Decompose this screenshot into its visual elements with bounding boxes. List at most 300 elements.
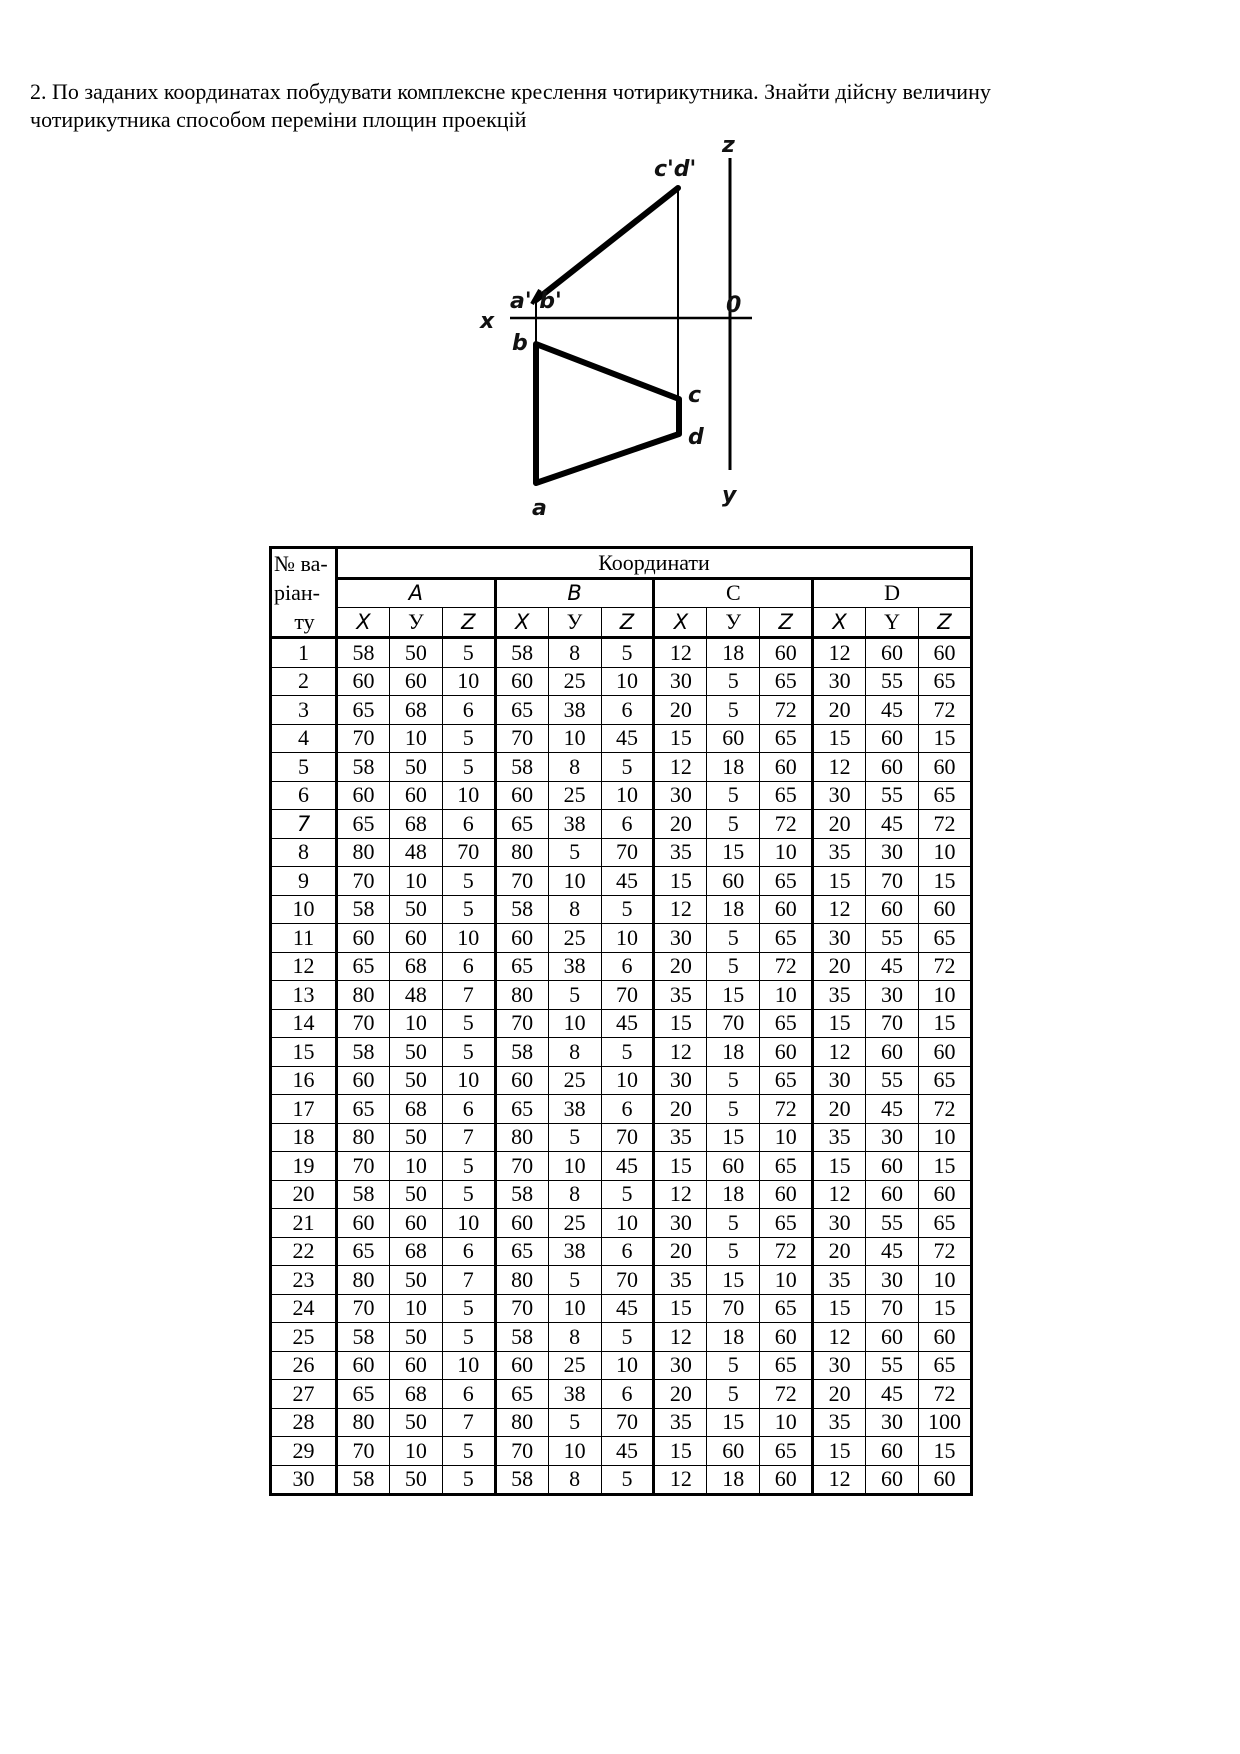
coordinate-cell: 8 xyxy=(548,753,601,782)
coordinate-cell: 38 xyxy=(548,1237,601,1266)
coordinate-cell: 60 xyxy=(495,924,548,953)
coordinate-cell: 6 xyxy=(442,1237,495,1266)
coordinates-table xyxy=(269,546,973,1496)
coordinate-cell: 10 xyxy=(389,724,442,753)
coordinate-cell: 60 xyxy=(918,895,971,924)
coordinate-cell: 15 xyxy=(918,1294,971,1323)
coordinate-cell: 10 xyxy=(548,1009,601,1038)
coordinate-cell: 60 xyxy=(495,1351,548,1380)
coordinate-cell: 30 xyxy=(654,924,707,953)
coordinate-cell: 65 xyxy=(918,924,971,953)
coordinate-cell: 60 xyxy=(918,753,971,782)
variant-number-cell: 18 xyxy=(271,1123,337,1152)
coordinate-cell: 12 xyxy=(813,753,866,782)
task-line-2: чотирикутника способом переміни площин проекцій xyxy=(30,107,527,132)
coordinate-cell: 60 xyxy=(866,724,919,753)
coordinate-cell: 65 xyxy=(760,1066,813,1095)
coordinate-cell: 70 xyxy=(866,1294,919,1323)
variant-number-cell: 29 xyxy=(271,1437,337,1466)
label-x: x xyxy=(480,309,495,334)
coordinate-cell: 45 xyxy=(866,952,919,981)
coordinate-cell: 58 xyxy=(337,1038,390,1067)
coordinate-cell: 6 xyxy=(442,810,495,839)
variant-number-cell: 10 xyxy=(271,895,337,924)
coordinate-cell: 12 xyxy=(654,1180,707,1209)
coordinate-cell: 6 xyxy=(601,1380,654,1409)
axis-header: У xyxy=(707,608,760,638)
coordinate-cell: 70 xyxy=(337,724,390,753)
coordinate-cell: 8 xyxy=(548,638,601,668)
coordinate-cell: 8 xyxy=(548,895,601,924)
table-row xyxy=(271,667,972,696)
coordinate-cell: 10 xyxy=(918,1123,971,1152)
coordinate-cell: 5 xyxy=(707,1209,760,1238)
coordinate-cell: 80 xyxy=(337,838,390,867)
variant-number-cell: 24 xyxy=(271,1294,337,1323)
coordinate-cell: 58 xyxy=(495,638,548,668)
coordinate-cell: 25 xyxy=(548,1351,601,1380)
label-origin: 0 xyxy=(726,293,742,318)
coordinate-cell: 70 xyxy=(601,838,654,867)
coordinate-cell: 10 xyxy=(442,1066,495,1095)
coordinate-cell: 50 xyxy=(389,753,442,782)
coordinate-cell: 15 xyxy=(813,1294,866,1323)
coordinate-cell: 10 xyxy=(918,1266,971,1295)
coordinate-cell: 58 xyxy=(495,1180,548,1209)
variant-number-cell: 9 xyxy=(271,867,337,896)
table-row xyxy=(271,1237,972,1266)
coordinate-cell: 35 xyxy=(813,981,866,1010)
coordinate-cell: 70 xyxy=(337,867,390,896)
coordinate-cell: 55 xyxy=(866,924,919,953)
coordinate-cell: 25 xyxy=(548,1066,601,1095)
variant-number-cell: 22 xyxy=(271,1237,337,1266)
coordinate-cell: 10 xyxy=(601,924,654,953)
coordinate-cell: 60 xyxy=(866,1465,919,1495)
coordinate-cell: 15 xyxy=(654,724,707,753)
coordinate-cell: 10 xyxy=(548,1294,601,1323)
coordinate-cell: 48 xyxy=(389,981,442,1010)
coordinate-cell: 80 xyxy=(495,1408,548,1437)
coordinate-cell: 65 xyxy=(918,1066,971,1095)
variant-header-line-3: ту xyxy=(294,609,315,634)
coordinate-cell: 5 xyxy=(442,1465,495,1495)
coordinate-cell: 70 xyxy=(337,1009,390,1038)
coordinate-cell: 45 xyxy=(601,1152,654,1181)
coordinate-cell: 72 xyxy=(760,1095,813,1124)
axis-header: У xyxy=(548,608,601,638)
coordinate-cell: 58 xyxy=(337,753,390,782)
coordinate-cell: 50 xyxy=(389,895,442,924)
coordinate-cell: 38 xyxy=(548,696,601,725)
coordinate-cell: 12 xyxy=(813,1038,866,1067)
table-row xyxy=(271,1038,972,1067)
coordinate-cell: 6 xyxy=(601,810,654,839)
coordinate-cell: 15 xyxy=(918,1437,971,1466)
coordinate-cell: 30 xyxy=(866,1266,919,1295)
coordinate-cell: 30 xyxy=(813,1066,866,1095)
coordinate-cell: 5 xyxy=(442,724,495,753)
coordinate-cell: 18 xyxy=(707,1465,760,1495)
coordinate-cell: 12 xyxy=(813,1465,866,1495)
coordinate-cell: 30 xyxy=(866,1408,919,1437)
coordinate-cell: 58 xyxy=(337,1465,390,1495)
coordinate-cell: 15 xyxy=(813,867,866,896)
table-row xyxy=(271,895,972,924)
coordinate-cell: 65 xyxy=(760,1152,813,1181)
coordinate-cell: 55 xyxy=(866,1066,919,1095)
coordinate-cell: 5 xyxy=(601,1038,654,1067)
coordinate-cell: 20 xyxy=(654,1095,707,1124)
coordinate-cell: 60 xyxy=(495,1066,548,1095)
coordinate-cell: 6 xyxy=(601,696,654,725)
coordinate-cell: 60 xyxy=(918,1038,971,1067)
coordinate-cell: 45 xyxy=(601,867,654,896)
coordinate-cell: 80 xyxy=(495,1123,548,1152)
coordinate-cell: 15 xyxy=(654,1294,707,1323)
coordinate-cell: 70 xyxy=(707,1009,760,1038)
coordinate-cell: 70 xyxy=(337,1437,390,1466)
coordinate-cell: 5 xyxy=(707,1237,760,1266)
coordinate-cell: 20 xyxy=(813,696,866,725)
coordinate-cell: 72 xyxy=(760,952,813,981)
variant-number-cell: 19 xyxy=(271,1152,337,1181)
coordinate-cell: 30 xyxy=(813,667,866,696)
coordinate-cell: 5 xyxy=(601,638,654,668)
coordinate-cell: 58 xyxy=(495,753,548,782)
coordinate-cell: 80 xyxy=(337,1123,390,1152)
coordinate-cell: 70 xyxy=(707,1294,760,1323)
coordinate-cell: 8 xyxy=(548,1465,601,1495)
table-row xyxy=(271,724,972,753)
coordinate-cell: 65 xyxy=(760,1209,813,1238)
variant-number-cell: 6 xyxy=(271,781,337,810)
coordinate-cell: 5 xyxy=(707,924,760,953)
coordinate-cell: 50 xyxy=(389,638,442,668)
coordinate-cell: 38 xyxy=(548,952,601,981)
coordinate-cell: 70 xyxy=(495,1009,548,1038)
coordinate-cell: 80 xyxy=(495,981,548,1010)
point-a-header: A xyxy=(337,578,496,608)
coordinate-cell: 60 xyxy=(389,1209,442,1238)
axis-header: У xyxy=(389,608,442,638)
coordinate-cell: 10 xyxy=(760,838,813,867)
variant-number-cell: 30 xyxy=(271,1465,337,1495)
table-row xyxy=(271,952,972,981)
coordinate-cell: 5 xyxy=(601,1323,654,1352)
coordinate-cell: 25 xyxy=(548,781,601,810)
coordinate-cell: 20 xyxy=(813,952,866,981)
variant-number-cell: 17 xyxy=(271,1095,337,1124)
variant-number-cell: 20 xyxy=(271,1180,337,1209)
variant-number-cell: 28 xyxy=(271,1408,337,1437)
coordinate-cell: 60 xyxy=(707,724,760,753)
coordinate-cell: 20 xyxy=(813,1095,866,1124)
coordinate-cell: 20 xyxy=(654,952,707,981)
coordinate-cell: 5 xyxy=(442,1009,495,1038)
coordinate-cell: 35 xyxy=(654,1408,707,1437)
variant-number-cell: 11 xyxy=(271,924,337,953)
coordinate-cell: 65 xyxy=(337,952,390,981)
axis-header: X xyxy=(337,608,390,638)
coordinate-cell: 6 xyxy=(442,1380,495,1409)
variant-header xyxy=(271,548,337,638)
coordinate-cell: 58 xyxy=(495,1038,548,1067)
coordinate-cell: 60 xyxy=(389,1351,442,1380)
coordinate-cell: 10 xyxy=(601,1209,654,1238)
variant-number-cell: 15 xyxy=(271,1038,337,1067)
coordinate-cell: 60 xyxy=(866,1437,919,1466)
coordinate-cell: 55 xyxy=(866,667,919,696)
coordinate-cell: 72 xyxy=(918,810,971,839)
header-row-points xyxy=(271,578,972,608)
coordinate-cell: 60 xyxy=(707,867,760,896)
coordinate-cell: 60 xyxy=(389,924,442,953)
coordinate-cell: 45 xyxy=(601,1294,654,1323)
coordinate-cell: 60 xyxy=(760,1323,813,1352)
coordinate-cell: 70 xyxy=(601,1266,654,1295)
coordinate-cell: 70 xyxy=(601,1123,654,1152)
coordinate-cell: 45 xyxy=(601,1437,654,1466)
variant-number-cell: 7 xyxy=(271,810,337,839)
table-row xyxy=(271,810,972,839)
variant-header-line-2: ріан- xyxy=(274,580,320,605)
coordinate-cell: 10 xyxy=(442,1209,495,1238)
projection-drawing xyxy=(470,130,770,530)
coordinate-cell: 10 xyxy=(389,1294,442,1323)
table-row xyxy=(271,1209,972,1238)
coordinate-cell: 50 xyxy=(389,1038,442,1067)
variant-number-cell: 16 xyxy=(271,1066,337,1095)
coordinate-cell: 65 xyxy=(918,781,971,810)
coordinate-cell: 65 xyxy=(760,667,813,696)
coordinate-cell: 70 xyxy=(442,838,495,867)
coordinate-cell: 65 xyxy=(760,1294,813,1323)
coordinate-cell: 10 xyxy=(760,1408,813,1437)
coordinate-cell: 60 xyxy=(760,1038,813,1067)
coordinate-cell: 45 xyxy=(866,810,919,839)
coordinate-cell: 15 xyxy=(813,724,866,753)
coordinate-cell: 65 xyxy=(495,1237,548,1266)
coordinate-cell: 12 xyxy=(654,895,707,924)
axis-header: Z xyxy=(601,608,654,638)
coordinate-cell: 60 xyxy=(707,1437,760,1466)
coordinate-cell: 60 xyxy=(918,1323,971,1352)
coordinate-cell: 12 xyxy=(813,1323,866,1352)
coordinate-cell: 60 xyxy=(337,1209,390,1238)
coordinate-cell: 6 xyxy=(601,1095,654,1124)
axis-header: Z xyxy=(442,608,495,638)
coordinate-cell: 10 xyxy=(760,981,813,1010)
axis-header: Z xyxy=(918,608,971,638)
coordinate-cell: 65 xyxy=(760,781,813,810)
coordinate-cell: 68 xyxy=(389,1237,442,1266)
coordinate-cell: 35 xyxy=(654,1123,707,1152)
coordinate-cell: 12 xyxy=(654,638,707,668)
coordinate-cell: 58 xyxy=(337,895,390,924)
header-row-1 xyxy=(271,548,972,579)
coordinate-cell: 10 xyxy=(442,781,495,810)
coordinate-cell: 12 xyxy=(813,638,866,668)
coordinate-cell: 60 xyxy=(866,753,919,782)
coordinate-cell: 5 xyxy=(442,638,495,668)
coordinate-cell: 12 xyxy=(654,753,707,782)
header-row-axes xyxy=(271,608,972,638)
coordinate-cell: 35 xyxy=(654,1266,707,1295)
table-row xyxy=(271,1123,972,1152)
coordinate-cell: 50 xyxy=(389,1180,442,1209)
coordinate-cell: 45 xyxy=(866,696,919,725)
table-row xyxy=(271,981,972,1010)
table-row xyxy=(271,1180,972,1209)
coordinate-cell: 50 xyxy=(389,1465,442,1495)
label-b: b xyxy=(512,331,528,356)
coordinate-cell: 45 xyxy=(866,1095,919,1124)
coordinate-cell: 65 xyxy=(337,1095,390,1124)
coordinate-cell: 18 xyxy=(707,1323,760,1352)
coordinate-cell: 60 xyxy=(337,781,390,810)
coordinate-cell: 70 xyxy=(866,867,919,896)
coordinate-cell: 5 xyxy=(442,1038,495,1067)
coordinate-cell: 20 xyxy=(813,1380,866,1409)
coordinate-cell: 70 xyxy=(866,1009,919,1038)
coordinate-cell: 5 xyxy=(707,1380,760,1409)
variant-number-cell: 21 xyxy=(271,1209,337,1238)
coordinate-cell: 15 xyxy=(813,1009,866,1038)
coordinate-cell: 45 xyxy=(601,724,654,753)
variant-number-cell: 13 xyxy=(271,981,337,1010)
coordinate-cell: 10 xyxy=(442,667,495,696)
coordinate-cell: 18 xyxy=(707,1180,760,1209)
table-row xyxy=(271,1095,972,1124)
coordinate-cell: 30 xyxy=(654,667,707,696)
coordinate-cell: 60 xyxy=(337,924,390,953)
table-row xyxy=(271,781,972,810)
table-row xyxy=(271,1465,972,1495)
coordinate-cell: 20 xyxy=(813,1237,866,1266)
coordinate-cell: 80 xyxy=(495,838,548,867)
coordinate-cell: 35 xyxy=(813,1123,866,1152)
label-c: c xyxy=(688,383,702,408)
coordinate-cell: 5 xyxy=(707,1066,760,1095)
coordinate-cell: 6 xyxy=(601,1237,654,1266)
coordinate-cell: 5 xyxy=(707,1351,760,1380)
coordinate-cell: 10 xyxy=(601,1351,654,1380)
coordinate-cell: 68 xyxy=(389,696,442,725)
table-row xyxy=(271,1266,972,1295)
coordinate-cell: 5 xyxy=(601,1180,654,1209)
label-ab-prime: a' b' xyxy=(510,289,562,314)
coordinate-cell: 68 xyxy=(389,1095,442,1124)
coordinate-cell: 60 xyxy=(866,638,919,668)
coordinate-cell: 70 xyxy=(495,867,548,896)
table-row xyxy=(271,1009,972,1038)
coordinate-cell: 30 xyxy=(813,924,866,953)
coordinate-cell: 30 xyxy=(654,781,707,810)
coordinate-cell: 65 xyxy=(760,924,813,953)
coordinate-cell: 58 xyxy=(337,1180,390,1209)
coordinate-cell: 10 xyxy=(601,781,654,810)
coordinate-cell: 60 xyxy=(760,638,813,668)
axis-header: X xyxy=(813,608,866,638)
coordinate-cell: 70 xyxy=(337,1294,390,1323)
coordinate-cell: 15 xyxy=(918,1009,971,1038)
coordinate-cell: 68 xyxy=(389,952,442,981)
coordinate-cell: 38 xyxy=(548,810,601,839)
coordinate-cell: 10 xyxy=(389,1437,442,1466)
table-row xyxy=(271,838,972,867)
variant-number-cell: 4 xyxy=(271,724,337,753)
coordinate-cell: 60 xyxy=(707,1152,760,1181)
table-row xyxy=(271,867,972,896)
coordinate-cell: 20 xyxy=(654,1380,707,1409)
coordinate-cell: 30 xyxy=(654,1351,707,1380)
coordinate-cell: 72 xyxy=(918,1237,971,1266)
point-c-header: C xyxy=(654,578,813,608)
coordinate-cell: 30 xyxy=(654,1066,707,1095)
coordinate-cell: 25 xyxy=(548,1209,601,1238)
coordinate-cell: 35 xyxy=(654,838,707,867)
coordinate-cell: 45 xyxy=(601,1009,654,1038)
coordinate-cell: 58 xyxy=(495,895,548,924)
coordinate-cell: 65 xyxy=(337,696,390,725)
coordinate-cell: 60 xyxy=(337,1351,390,1380)
coordinate-cell: 45 xyxy=(866,1237,919,1266)
coordinate-cell: 6 xyxy=(442,952,495,981)
coordinate-cell: 70 xyxy=(495,724,548,753)
coordinate-cell: 6 xyxy=(601,952,654,981)
coordinate-cell: 5 xyxy=(548,981,601,1010)
variant-number-cell: 23 xyxy=(271,1266,337,1295)
axis-header: Y xyxy=(866,608,919,638)
coordinate-cell: 60 xyxy=(337,667,390,696)
coordinate-cell: 15 xyxy=(918,1152,971,1181)
coordinate-cell: 30 xyxy=(813,1351,866,1380)
coordinate-cell: 70 xyxy=(337,1152,390,1181)
coordinate-cell: 60 xyxy=(866,1323,919,1352)
coordinate-cell: 72 xyxy=(918,1380,971,1409)
coordinate-cell: 5 xyxy=(707,952,760,981)
variant-number-cell: 8 xyxy=(271,838,337,867)
coordinate-cell: 10 xyxy=(760,1266,813,1295)
coordinate-cell: 72 xyxy=(918,696,971,725)
coordinate-cell: 55 xyxy=(866,781,919,810)
label-y: y xyxy=(722,483,737,508)
label-d: d xyxy=(688,425,704,450)
coordinate-cell: 60 xyxy=(918,638,971,668)
coordinate-cell: 5 xyxy=(442,1294,495,1323)
table-row xyxy=(271,696,972,725)
coordinate-cell: 65 xyxy=(495,1095,548,1124)
coordinate-cell: 68 xyxy=(389,810,442,839)
point-b-header: B xyxy=(495,578,654,608)
coordinate-cell: 5 xyxy=(707,810,760,839)
coordinate-cell: 8 xyxy=(548,1323,601,1352)
projection-svg xyxy=(470,130,770,530)
coordinate-cell: 18 xyxy=(707,753,760,782)
table-row xyxy=(271,924,972,953)
coordinate-cell: 65 xyxy=(760,1437,813,1466)
coordinate-cell: 10 xyxy=(548,724,601,753)
coordinate-cell: 10 xyxy=(601,1066,654,1095)
coordinate-cell: 10 xyxy=(442,924,495,953)
coordinate-cell: 80 xyxy=(495,1266,548,1295)
axis-header: Z xyxy=(760,608,813,638)
coordinate-cell: 5 xyxy=(707,696,760,725)
coordinate-cell: 10 xyxy=(918,838,971,867)
coordinate-cell: 65 xyxy=(337,810,390,839)
coordinate-cell: 12 xyxy=(654,1038,707,1067)
